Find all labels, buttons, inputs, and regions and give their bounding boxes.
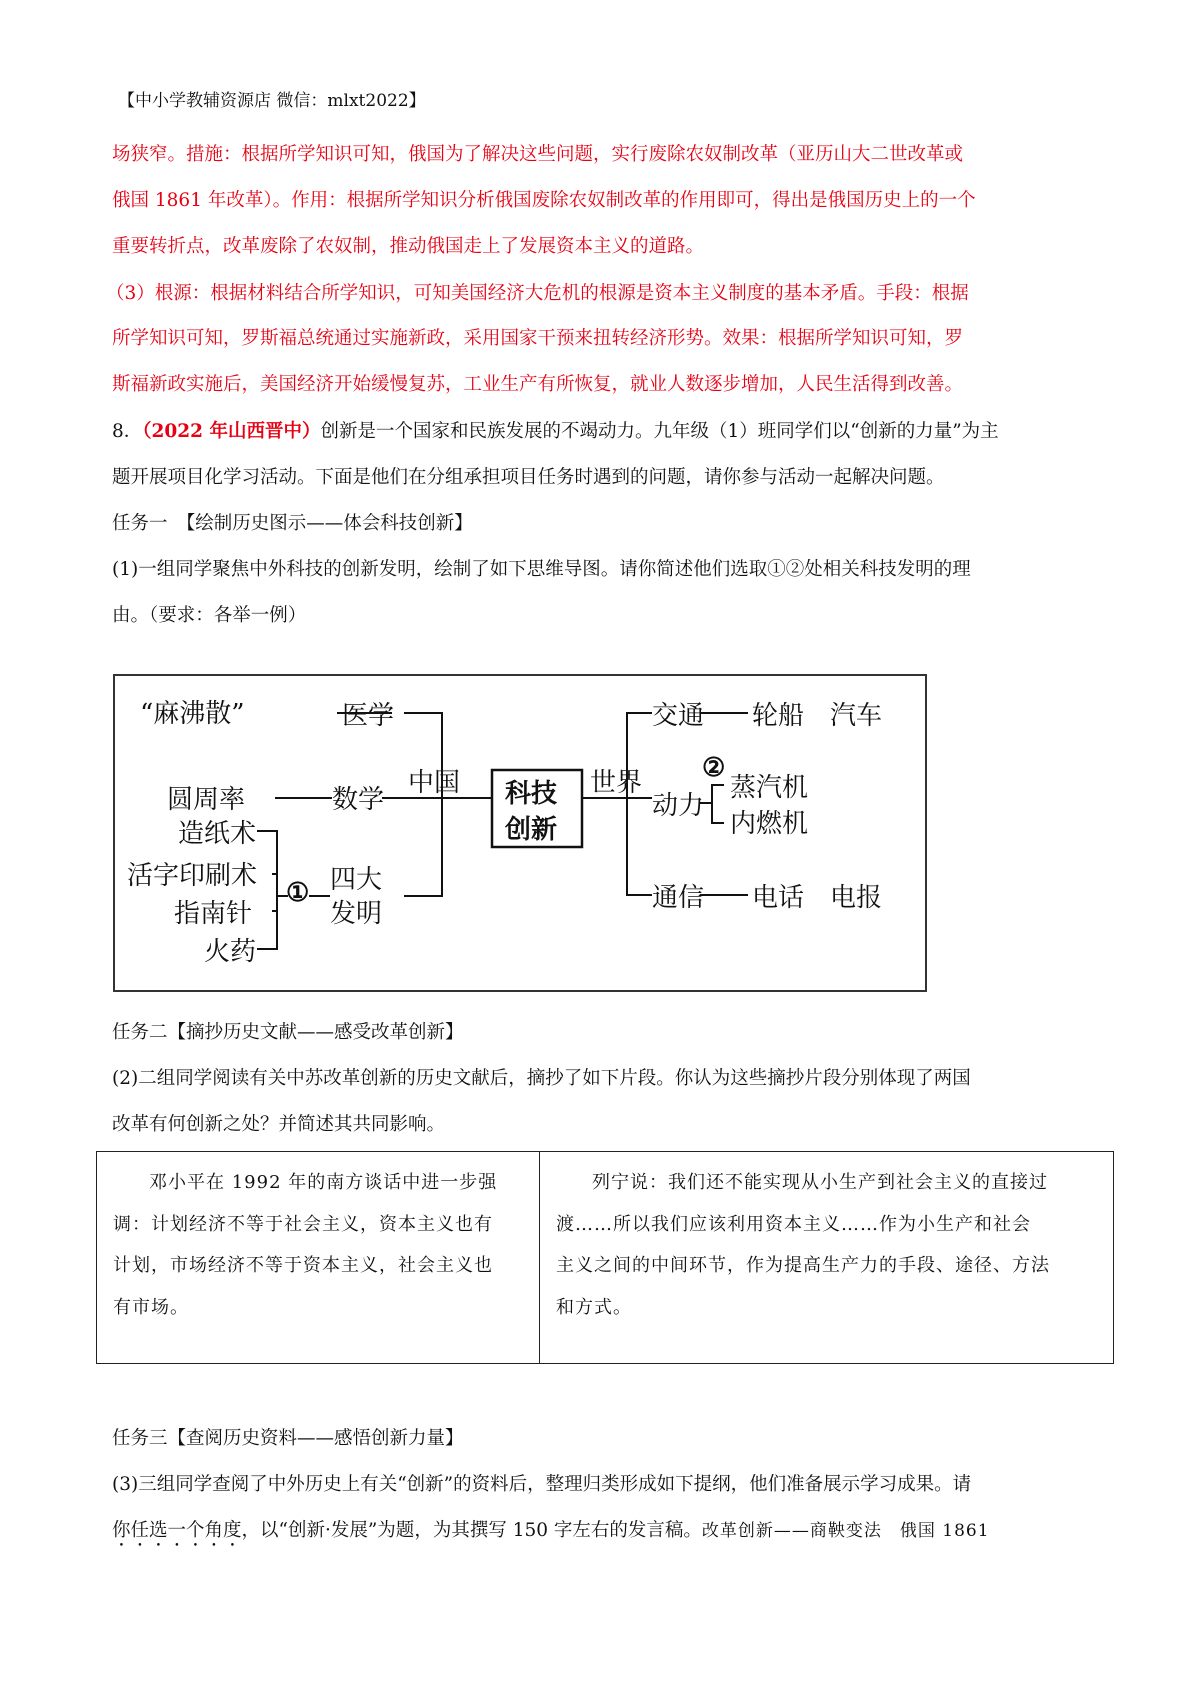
ship-car-label: 轮船 汽车 <box>752 701 883 731</box>
task3-question-line2 <box>112 1517 990 1551</box>
question-intro-line2: 题开展项目化学习活动。下面是他们在分组承担项目任务时遇到的问题，请你参与活动一起解决问题。 <box>112 467 945 488</box>
task2-question-line2: 改革有何创新之处？并简述其共同影响。 <box>112 1114 446 1135</box>
quote-line: 计划，市场经济不等于资本主义，社会主义也 <box>113 1255 493 1276</box>
math-label: 数学 <box>332 785 385 815</box>
task2-title: 任务二【摘抄历史文献——感受改革创新】 <box>112 1022 464 1043</box>
internal-combustion-label: 内燃机 <box>730 809 809 839</box>
marker-1: ① <box>286 878 310 908</box>
answer-line: 俄国 1861 年改革）。作用：根据所学知识分析俄国废除农奴制改革的作用即可，得出是俄国历史上的一个 <box>112 190 976 211</box>
mind-map-diagram <box>112 673 930 995</box>
question-intro-line1 <box>112 418 999 446</box>
quote-line: 列宁说：我们还不能实现从小生产到社会主义的直接过 <box>592 1172 1048 1193</box>
task3-title: 任务三【查阅历史资料——感悟创新力量】 <box>112 1428 464 1449</box>
question-intro-text: 创新是一个国家和民族发展的不竭动力。九年级（1）班同学们以“创新的力量”为主 <box>320 421 999 442</box>
pi-label: 圆周率 <box>167 785 246 815</box>
center-top-label: 科技 <box>505 779 558 809</box>
quote-lenin <box>540 1152 1113 1363</box>
answer-line: （3）根源：根据材料结合所学知识，可知美国经济大危机的根源是资本主义制度的基本矛盾。手段：根据 <box>106 283 969 304</box>
quote-line: 邓小平在 1992 年的南方谈话中进一步强 <box>149 1172 498 1193</box>
printing-label: 活字印刷术 <box>127 861 258 891</box>
header-watermark: 【中小学教辅资源店 微信：mlxt2022】 <box>118 91 426 111</box>
marker-2: ② <box>702 753 726 783</box>
gunpowder-label: 火药 <box>204 937 257 967</box>
mafeisan-label: “麻沸散” <box>140 699 245 729</box>
transport-label: 交通 <box>652 701 705 731</box>
quote-line: 主义之间的中间环节，作为提高生产力的手段、途径、方法 <box>556 1255 1050 1276</box>
medicine-label: 医学 <box>342 701 395 731</box>
task1-title: 任务一 【绘制历史图示——体会科技创新】 <box>112 513 473 534</box>
answer-line: 场狭窄。措施：根据所学知识可知，俄国为了解决这些问题，实行废除农奴制改革（亚历山大二世改革或 <box>112 144 964 165</box>
four-inventions-top: 四大 <box>330 865 383 895</box>
quote-deng-xiaoping <box>97 1152 540 1363</box>
quote-line: 有市场。 <box>113 1296 189 1318</box>
quote-table <box>96 1151 1114 1364</box>
answer-line: 斯福新政实施后，美国经济开始缓慢复苏，工业生产有所恢复，就业人数逐步增加，人民生活得到改善。 <box>112 374 964 395</box>
quote-line: 调：计划经济不等于社会主义，资本主义也有 <box>113 1213 493 1235</box>
power-label: 动力 <box>652 791 705 821</box>
phone-telegraph-label: 电话 电报 <box>752 883 883 913</box>
compass-label: 指南针 <box>174 899 253 929</box>
papermaking-label: 造纸术 <box>178 819 257 849</box>
task3-emphasis: 你任选一个角度 <box>112 1520 242 1541</box>
answer-line: 重要转折点，改革废除了农奴制，推动俄国走上了发展资本主义的道路。 <box>112 236 705 257</box>
world-label: 世界 <box>590 768 643 798</box>
answer-line: 所学知识可知，罗斯福总统通过实施新政，采用国家干预来扭转经济形势。效果：根据所学知识可知，罗 <box>112 328 964 349</box>
four-inventions-bottom: 发明 <box>330 899 383 929</box>
task3-question-line1: (3)三组同学查阅了中外历史上有关“创新”的资料后，整理归类形成如下提纲，他们准备展示学习成果。请 <box>112 1474 972 1495</box>
telecom-label: 通信 <box>652 883 705 913</box>
center-bottom-label: 创新 <box>505 815 558 845</box>
question-source: （2022 年山西晋中） <box>142 421 321 442</box>
task3-question-text: ，以“创新·发展”为题，为其撰写 150 字左右的发言稿。 <box>241 1520 702 1541</box>
task2-question-line1: (2)二组同学阅读有关中苏改革创新的历史文献后，摘抄了如下片段。你认为这些摘抄片段分别体现了两国 <box>112 1068 971 1089</box>
china-label: 中国 <box>408 768 461 798</box>
question-number: 8． <box>112 421 143 442</box>
task1-question-line1: (1)一组同学聚焦中外科技的创新发明，绘制了如下思维导图。请你简述他们选取①②处相关科技发明的理 <box>112 559 971 580</box>
quote-line: 和方式。 <box>556 1296 632 1318</box>
task1-question-line2: 由。（要求：各举一例） <box>112 605 307 626</box>
task3-outline-start: 改革创新——商鞅变法 俄国 1861 <box>701 1521 990 1541</box>
steam-engine-label: 蒸汽机 <box>730 773 809 803</box>
quote-line: 渡……所以我们应该利用资本主义……作为小生产和社会 <box>556 1213 1031 1235</box>
